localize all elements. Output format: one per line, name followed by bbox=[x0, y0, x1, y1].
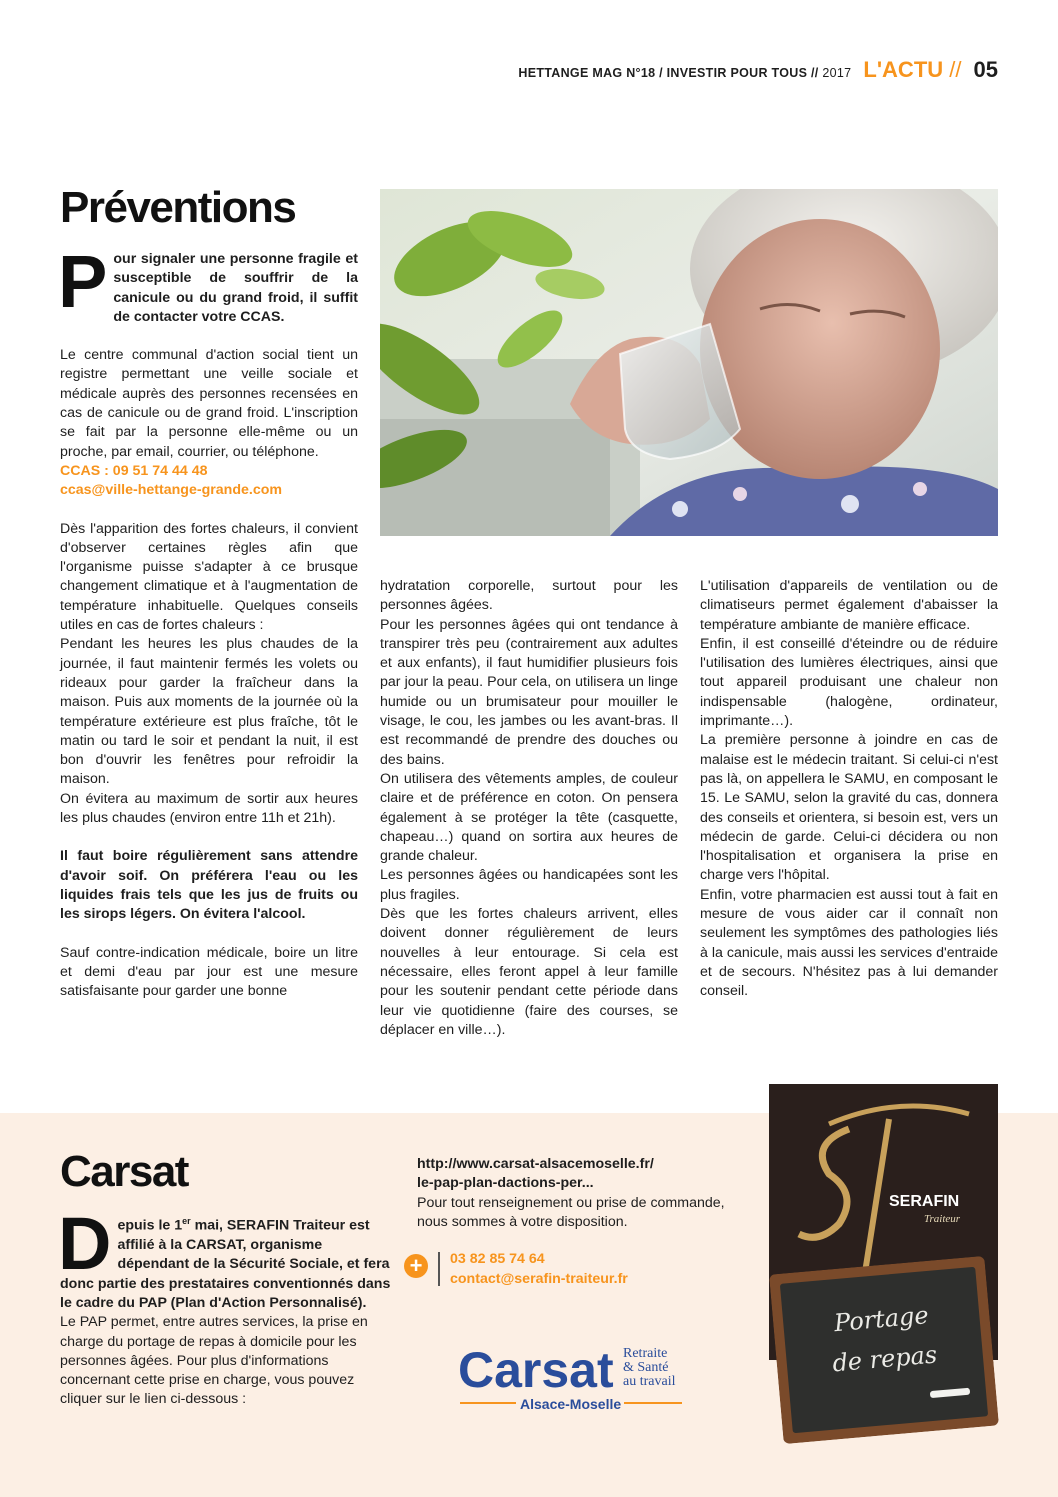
carsat-column-1 bbox=[58, 1202, 392, 1410]
preventions-paragraph: La première personne à joindre en cas de malaise est le médecin traitant. Si celui-ci n'est pas là, on appellera le SAMU, en composant le 15. Le SAMU, selon la gravité du cas, donnera des conseils et orientera, si besoin est, vers un médecin de garde. Celui-ci décidera ou non l'hospitalisation et organisera la prise en charge vers l'hôpital. bbox=[700, 732, 998, 884]
page-header bbox=[518, 57, 998, 83]
preventions-paragraph: On évitera au maximum de sortir aux heures les plus chaudes (environ entre 11h et 21h). bbox=[60, 790, 358, 827]
preventions-paragraph: Pour les personnes âgées qui ont tendance à transpirer très peu (contrairement aux adultes et aux enfants), il faut humidifier plusieurs fois par jour la peau. Pour cela, on utilisera un linge humide ou un brumisateur pour mouiller le visage, le cou, les jambes ou les avant-bras. Il est recommandé de prendre des douches ou des bains. bbox=[380, 616, 678, 768]
carsat-logo-region: Alsace-Moselle bbox=[520, 1396, 622, 1412]
carsat-logo-tag-2: & Santé bbox=[623, 1360, 669, 1375]
elderly-woman-drinking-photo bbox=[380, 189, 998, 536]
ccas-phone: CCAS : 09 51 74 44 48 bbox=[60, 462, 208, 479]
bold-advice: Il faut boire régulièrement sans attendre d'avoir soif. On préférera l'eau ou les liquides frais tels que les jus de fruits ou les sirops légers. On évitera l'alcool. bbox=[60, 848, 358, 923]
preventions-paragraph: On utilisera des vêtements amples, de couleur claire et de préférence en coton. On pensera également à se protéger la tête (casquette, chapeau…) quand on sortira aux heures de grande chaleur. bbox=[380, 770, 678, 865]
chalk-line-1: Portage bbox=[832, 1301, 930, 1338]
preventions-paragraph: Enfin, il est conseillé d'éteindre ou de réduire l'utilisation des lumières électriques, ainsi que tout appareil produisant une chaleur non indispensable (halogène, ordinateur, imprimante…). bbox=[700, 635, 998, 730]
preventions-paragraph: Les personnes âgées ou handicapées sont les plus fragiles. bbox=[380, 867, 678, 903]
magazine-title: HETTANGE MAG N°18 / INVESTIR POUR TOUS // bbox=[518, 66, 819, 80]
preventions-paragraph: Le centre communal d'action social tient un registre permettant une veille sociale et médicale auprès des personnes recensées en cas de canicule ou de grand froid. L'inscription se fait par la personne elle-même ou un proche, par email, courrier, ou téléphone. bbox=[60, 347, 358, 460]
page-number: 05 bbox=[973, 57, 998, 82]
carsat-body: Le PAP permet, entre autres services, la prise en charge du portage de repas à domicile pour les personnes âgées. Pour plus d'informations concernant cette prise en charge, vous pouvez cliquer sur le lien ci-dessous : bbox=[60, 1314, 368, 1408]
preventions-intro bbox=[58, 240, 358, 327]
ccas-email-link[interactable]: ccas@ville-hettange-grande.com bbox=[60, 482, 282, 499]
section-name: L'ACTU bbox=[863, 57, 944, 82]
contact-phone[interactable]: 03 82 85 74 64 bbox=[450, 1251, 545, 1267]
preventions-column-3 bbox=[700, 577, 998, 1002]
carsat-logo-tag-1: Retraite bbox=[623, 1346, 668, 1361]
plus-icon: + bbox=[404, 1254, 428, 1278]
contact-lines bbox=[450, 1250, 628, 1289]
carsat-column-2 bbox=[417, 1155, 757, 1232]
carsat-link-line-1[interactable]: http://www.carsat-alsacemoselle.fr/ bbox=[417, 1156, 654, 1172]
section-slashes: // bbox=[949, 57, 962, 82]
carsat-logo-word: Carsat bbox=[458, 1342, 614, 1398]
portage-de-repas-chalkboard bbox=[769, 1256, 999, 1444]
carsat-intro-rest: mai, SERAFIN Traiteur est affilié à la CARSAT, organisme dépendant de la Sécurité Sociale, et fera donc partie des prestataires conventionnés dans le cadre du PAP (Plan d'Action Personnalisé). bbox=[60, 1217, 391, 1311]
contact-email-link[interactable]: contact@serafin-traiteur.fr bbox=[450, 1270, 628, 1287]
chalk-line-2: de repas bbox=[831, 1340, 939, 1378]
dropcap-p: P bbox=[58, 240, 108, 323]
contact-block bbox=[404, 1250, 628, 1289]
preventions-paragraph: Pendant les heures les plus chaudes de la journée, il faut maintenir fermés les volets ou rideaux pour garder la fraîcheur dans la maison. Puis aux moments de la journée où la température extérieure est plus fraîche, tôt le matin ou tard le soir et pendant la nuit, il est bon d'ouvrir les fenêtres pour refroidir la maison. bbox=[60, 636, 358, 788]
dropcap-d: D bbox=[58, 1202, 112, 1285]
carsat-link-line-2[interactable]: le-pap-plan-dactions-per... bbox=[417, 1175, 594, 1192]
preventions-paragraph: Sauf contre-indication médicale, boire un litre et demi d'eau par jour est une mesure satisfaisante pour garder une bonne bbox=[60, 944, 358, 1000]
serafin-brand: SERAFIN bbox=[889, 1193, 960, 1210]
carsat-intro-start: epuis le 1 bbox=[117, 1217, 183, 1234]
magazine-line bbox=[518, 66, 851, 80]
preventions-paragraph: Dès que les fortes chaleurs arrivent, elles doivent donner régulièrement de leurs nouvelles à leur entourage. Si cela est nécessaire, elles feront appel à leur famille pour les soutenir pendant cette période dans leur vie quotidienne (faire des courses, se déplacer en ville…). bbox=[380, 906, 678, 1038]
section-label bbox=[863, 57, 961, 83]
carsat-intro bbox=[58, 1202, 392, 1313]
preventions-paragraph: L'utilisation d'appareils de ventilation ou de climatiseurs permet également d'abaisser la température ambiante de manière efficace. bbox=[700, 578, 998, 633]
preventions-paragraph: hydratation corporelle, surtout pour les personnes âgées. bbox=[380, 578, 678, 614]
preventions-column-2 bbox=[380, 577, 678, 1040]
divider bbox=[438, 1252, 440, 1286]
magazine-year: 2017 bbox=[822, 66, 852, 80]
carsat-logo bbox=[458, 1337, 688, 1417]
preventions-column-1 bbox=[58, 240, 358, 1001]
carsat-title: Carsat bbox=[60, 1147, 188, 1196]
serafin-brand-sub: Traiteur bbox=[924, 1213, 961, 1225]
preventions-paragraph: Enfin, votre pharmacien est aussi tout à fait en mesure de vous aider car il connaît non seulement les symptômes des pathologies liés à la canicule, mais aussi les services d'entraide et de secours. N'hésitez pas à lui demander conseil. bbox=[700, 886, 998, 1000]
carsat-info: Pour tout renseignement ou prise de commande, nous sommes à votre disposition. bbox=[417, 1194, 725, 1230]
preventions-title: Préventions bbox=[60, 183, 296, 232]
preventions-paragraph: Dès l'apparition des fortes chaleurs, il convient d'observer certaines règles afin que l'organisme puisse s'adapter à ce brusque changement climatique et à l'augmentation de température inhabituelle. Quelques conseils utiles en cas de fortes chaleurs : bbox=[60, 520, 358, 634]
carsat-logo-tag-3: au travail bbox=[623, 1374, 676, 1389]
preventions-intro-text: our signaler une personne fragile et susceptible de souffrir de la canicule ou du grand froid, il suffit de contacter votre CCAS. bbox=[113, 251, 358, 325]
carsat-intro-sup: er bbox=[182, 1216, 191, 1226]
